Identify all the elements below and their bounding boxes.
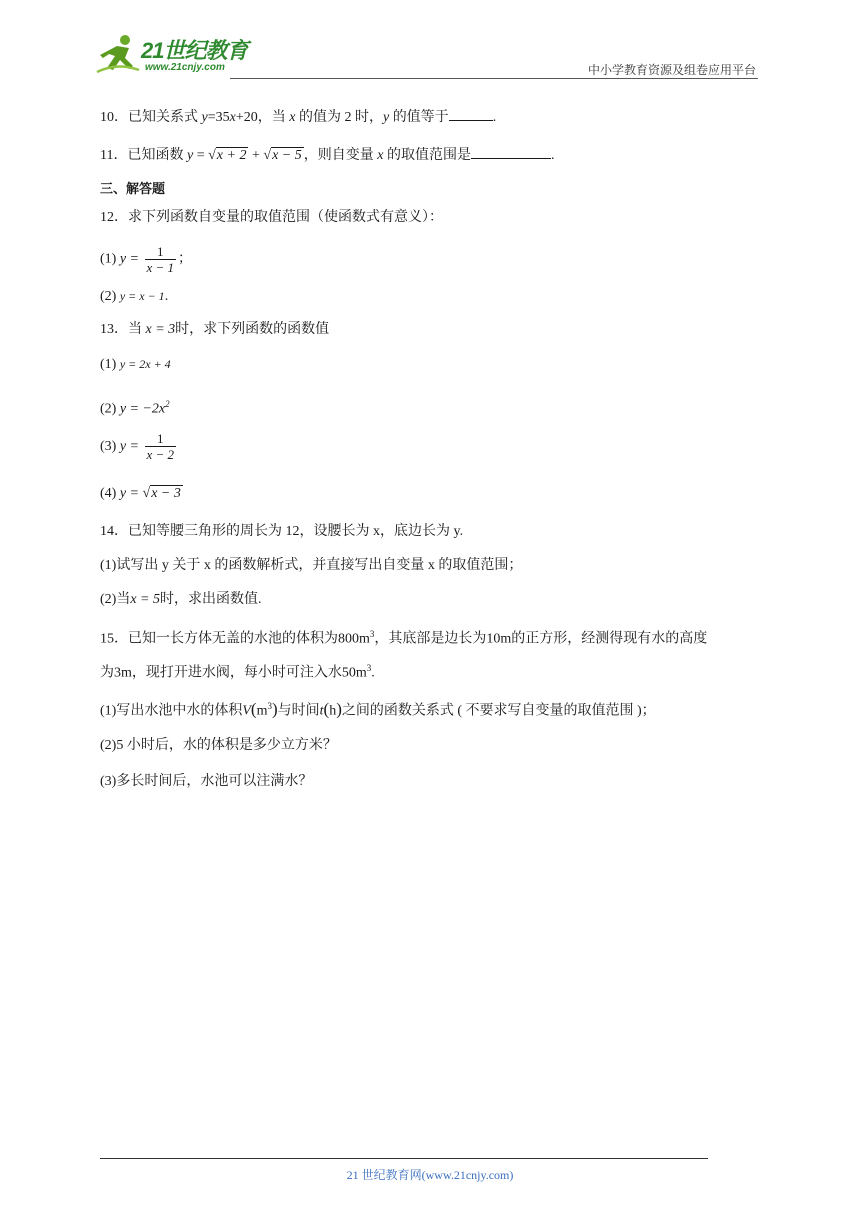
- question-13-part-2: (2) $y = -2x^2$: [100, 399, 170, 417]
- question-15-part-1: (1)写出水池中水的体积$V(m^3)$与时间t(h)之间的函数关系式 ( 不要求写自变量的取值范围 )；: [100, 699, 656, 719]
- question-10: 10．已知关系式 y=35x+20，当 x 的值为 2 时，y 的值等于 .: [100, 106, 496, 128]
- question-13-part-4: (4) y = √x − 3: [100, 486, 181, 501]
- answer-blank: [471, 144, 551, 159]
- question-11: 11．已知函数 y = √x + 2 + √x − 5 ，则自变量 x 的取值范围是 .: [100, 144, 554, 166]
- sqrt-symbol-icon: √: [208, 148, 216, 163]
- answer-blank: [449, 106, 493, 121]
- question-14-part-1: (1)试写出 y 关于 x 的函数解析式，并直接写出自变量 x 的取值范围；: [100, 558, 523, 573]
- question-12-part-1: (1) y = $\frac{1}{x - 1}$ ；: [100, 244, 193, 275]
- question-13-part-1: (1) y = 2x + 4: [100, 357, 171, 372]
- logo-url: www.21cnjy.com: [145, 62, 225, 73]
- question-14-stem: 14．已知等腰三角形的周长为 12，设腰长为 x，底边长为 y.: [100, 524, 464, 539]
- runner-logo-icon: [95, 32, 141, 76]
- section-heading: 三、解答题: [100, 182, 166, 197]
- logo: [95, 32, 260, 76]
- header-divider: [230, 78, 758, 79]
- question-15-stem-line-1: 15．已知一长方体无盖的水池的体积为$800m^3$，其底部是边长为10m的正方形，经测得现有水的高度: [100, 629, 708, 647]
- question-13-part-3: (3) y = $\frac{1}{x - 2}$: [100, 431, 175, 463]
- question-13-stem: 13．当 x = 3时，求下列函数的函数值: [100, 322, 330, 337]
- footer-text: 21 世纪教育网(www.21cnjy.com): [346, 1168, 514, 1182]
- footer-divider: [100, 1158, 708, 1159]
- sqrt-symbol-icon: √: [142, 486, 151, 501]
- question-12-part-2: (2) y = x − 1.: [100, 289, 169, 304]
- question-15-part-2: (2)5 小时后，水的体积是多少立方米？: [100, 738, 337, 753]
- question-15-stem-line-2: 为3m，现打开进水阀，每小时可注入水$50m^3$.: [100, 663, 375, 681]
- question-12-stem: 12．求下列函数自变量的取值范围（使函数式有意义）：: [100, 210, 443, 225]
- logo-title: 21世纪教育: [141, 38, 248, 63]
- platform-name: 中小学教育资源及组卷应用平台: [587, 63, 756, 77]
- header: [0, 0, 860, 80]
- question-15-part-3: (3)多长时间后，水池可以注满水？: [100, 774, 313, 789]
- question-14-part-2: (2)当x = 5时，求出函数值.: [100, 592, 262, 607]
- sqrt-symbol-icon: √: [263, 148, 272, 163]
